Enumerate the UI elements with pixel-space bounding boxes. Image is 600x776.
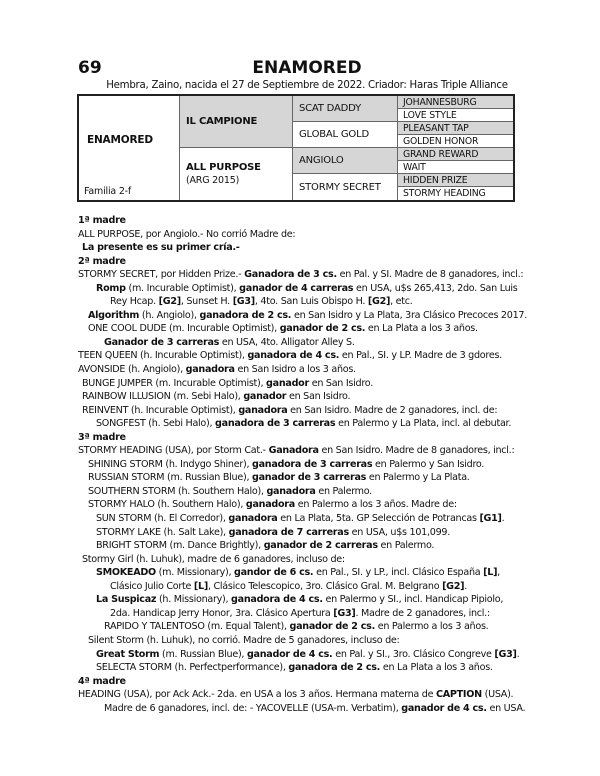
text: REINVENT (h. Incurable Optimist),	[82, 404, 239, 416]
bold-text: ganadora de 2 cs.	[288, 662, 381, 674]
bold-text: ganador de 3 carreras	[252, 472, 367, 484]
record-line	[78, 580, 528, 594]
text: .	[464, 580, 468, 592]
record-line	[78, 241, 528, 255]
pedigree-grandparent: STORMY SECRET	[293, 174, 398, 200]
text: RAPIDO Y TALENTOSO (m. Equal Talent),	[104, 621, 290, 633]
text: Rey Hcap.	[110, 296, 159, 308]
text: SOUTHERN STORM (h. Southern Halo),	[88, 485, 267, 497]
horse-subtitle: Hembra, Zaino, nacida el 27 de Septiembre de 2022. Criador: Haras Triple Alliance	[106, 80, 508, 91]
bold-text: Algorithm	[88, 309, 140, 321]
pedigree-dam-cell	[180, 148, 293, 200]
text: (h. Missionary),	[156, 594, 232, 606]
text: SELECTA STORM (h. Perfectperformance),	[96, 662, 289, 674]
bold-text: [G3]	[333, 607, 356, 619]
text: en Pal. y SI., 3ro. Clásico Congreve	[332, 648, 495, 660]
pedigree-great-grandparent: HIDDEN PRIZE	[398, 174, 513, 187]
bold-text: [G1]	[479, 513, 502, 525]
text: SONGFEST (h. Sebi Halo),	[96, 418, 216, 430]
text: en Palermo.	[377, 540, 435, 552]
pedigree-family: Familia 2-f	[84, 186, 132, 197]
text: en Palermo y La Plata, incl. al debutar.	[335, 418, 512, 430]
bold-text: Great Storm	[96, 648, 160, 660]
pedigree-grandparent: GLOBAL GOLD	[293, 122, 398, 148]
text: Stormy Girl (h. Luhuk), madre de 6 ganadores, incluso de:	[82, 553, 345, 565]
text: en La Plata a los 3 años.	[380, 662, 493, 674]
record-line	[78, 607, 528, 621]
record-line	[78, 539, 528, 553]
bold-text: ganadora de 4 cs.	[231, 594, 323, 606]
text: BRIGHT STORM (m. Dance Brightly),	[96, 540, 264, 552]
record-line	[78, 349, 528, 363]
pedigree-grandparent: ANGIOLO	[293, 148, 398, 174]
text: en Palermo y San Isidro.	[372, 458, 485, 470]
record-line	[78, 295, 528, 309]
record-line	[78, 553, 528, 567]
bold-text: ganador de 2 cs.	[279, 323, 366, 335]
text: en La Plata a los 3 años.	[365, 323, 478, 335]
text: en Palermo.	[315, 485, 372, 497]
record-line	[78, 566, 528, 580]
bold-text: ganadora	[228, 513, 278, 525]
bold-text: ganadora de 3 carreras	[215, 418, 336, 430]
pedigree-great-grandparent: GRAND REWARD	[398, 148, 513, 161]
text: ALL PURPOSE, por Angiolo.- No corrió Madre de:	[78, 228, 296, 240]
record-line	[78, 702, 528, 716]
bold-text: ganador	[266, 377, 309, 389]
record-line	[78, 661, 528, 675]
bold-text: Ganador de 3 carreras	[104, 336, 220, 348]
text: (h. Angiolo),	[139, 309, 200, 321]
record-line	[78, 390, 528, 404]
text: Silent Storm (h. Luhuk), no corrió. Madre de 5 ganadores, incluso de:	[88, 634, 400, 646]
text: , 4to. San Luis Obispo H.	[254, 296, 368, 308]
pedigree-dam-origin: (ARG 2015)	[186, 175, 240, 186]
text: , Clásico Telescopico, 3ro. Clásico Gral. M. Belgrano	[207, 580, 443, 592]
section-heading	[78, 675, 528, 689]
bold-text: Ganadora de 3 cs.	[244, 269, 337, 281]
bold-text: 1ª madre	[78, 215, 126, 226]
text: en USA, u$s 265,413, 2do. San Luis	[353, 282, 518, 294]
bold-text: [G2]	[442, 580, 465, 592]
pedigree-grandparent: SCAT DADDY	[293, 96, 398, 122]
text: ,	[497, 567, 500, 579]
bold-text: ganadora de 4 cs.	[247, 350, 340, 362]
text: STORMY HEADING (USA), por Storm Cat.-	[78, 445, 269, 457]
bold-text: [L]	[193, 580, 208, 592]
record-line	[78, 688, 528, 702]
text: en La Plata, 5ta. GP Selección de Potrancas	[277, 513, 480, 525]
text: en San Isidro.	[308, 377, 373, 389]
record-line	[78, 593, 528, 607]
bold-text: ganadora	[245, 499, 295, 511]
text: en Pal., SI. y LP., incl. Clásico España	[313, 567, 484, 579]
record-line	[78, 336, 528, 350]
horse-name-title: ENAMORED	[252, 58, 362, 78]
bold-text: ganadora de 7 carreras	[228, 526, 349, 538]
pedigree-great-grandparent: JOHANNESBURG	[398, 96, 513, 109]
pedigree-dam: ALL PURPOSE	[186, 162, 261, 173]
text: STORMY LAKE (h. Salt Lake),	[96, 526, 229, 538]
text: STORMY SECRET, por Hidden Prize.-	[78, 269, 245, 281]
text: en San Isidro y La Plata, 3ra Clásico Precoces 2017.	[291, 309, 527, 321]
text: STORMY HALO (h. Southern Halo),	[88, 499, 246, 511]
bold-text: gandor de 6 cs.	[234, 567, 314, 579]
bold-text: ganador de 4 cs.	[401, 702, 487, 714]
text: (m. Incurable Optimist),	[125, 282, 240, 294]
pedigree-great-grandparent: STORMY HEADING	[398, 187, 513, 200]
text: .	[516, 648, 520, 660]
bold-text: ganador de 4 cs.	[246, 648, 333, 660]
record-line	[78, 458, 528, 472]
bold-text: ganadora de 3 carreras	[252, 458, 373, 470]
bold-text: ganadora	[185, 364, 235, 376]
record-line	[78, 309, 528, 323]
text: en San Isidro.	[286, 391, 351, 403]
text: (m. Russian Blue),	[159, 648, 247, 660]
record-line	[78, 268, 528, 282]
pedigree-subject: ENAMORED	[87, 134, 153, 146]
produce-record	[78, 214, 528, 715]
text: .	[501, 513, 505, 525]
pedigree-great-grandparent: LOVE STYLE	[398, 109, 513, 122]
text: 2da. Handicap Jerry Honor, 3ra. Clásico Apertura	[110, 607, 334, 619]
lot-number: 69	[78, 58, 102, 78]
pedigree-table	[77, 94, 515, 202]
text: en San Isidro. Madre de 8 ganadores, incl.:	[318, 445, 515, 457]
bold-text: ganador	[243, 391, 287, 403]
bold-text: 3ª madre	[78, 431, 126, 443]
bold-text: La presente es su primer cría.-	[82, 242, 240, 254]
record-line	[78, 444, 528, 458]
record-line	[78, 634, 528, 648]
text: en San Isidro a los 3 años.	[234, 364, 356, 376]
record-line	[78, 498, 528, 512]
text: Clásico Julio Corte	[110, 580, 194, 592]
bold-text: ganadora	[238, 404, 288, 416]
record-line	[78, 620, 528, 634]
record-line	[78, 404, 528, 418]
bold-text: ganador de 2 carreras	[263, 540, 378, 552]
text: en Palermo a los 3 años. Madre de:	[294, 499, 457, 511]
text: en Palermo a los 3 años.	[374, 621, 489, 633]
bold-text: 2ª madre	[78, 255, 126, 267]
text: en Pal. y SI. Madre de 8 ganadores, incl.:	[336, 269, 524, 281]
section-heading	[78, 255, 528, 269]
record-line	[78, 322, 528, 336]
bold-text: [L]	[483, 567, 498, 579]
record-line	[78, 228, 528, 242]
bold-text: La Suspicaz	[96, 594, 157, 606]
text: en Palermo y La Plata.	[366, 472, 470, 484]
text: (m. Missionary),	[155, 567, 235, 579]
text: HEADING (USA), por Ack Ack.- 2da. en USA a los 3 años. Hermana materna de	[78, 689, 436, 701]
record-line	[78, 526, 528, 540]
record-line	[78, 363, 528, 377]
record-line	[78, 648, 528, 662]
pedigree-sire: IL CAMPIONE	[180, 96, 293, 148]
record-line	[78, 282, 528, 296]
text: SHINING STORM (h. Indygo Shiner),	[88, 458, 252, 470]
record-line	[78, 485, 528, 499]
text: , etc.	[390, 296, 413, 308]
bold-text: [G2]	[158, 296, 181, 308]
text: AVONSIDE (h. Angiolo),	[78, 364, 186, 376]
record-line	[78, 377, 528, 391]
text: ONE COOL DUDE (m. Incurable Optimist),	[88, 323, 280, 335]
text: en USA, u$s 101,099.	[348, 526, 450, 538]
text: en USA, 4to. Alligator Alley S.	[219, 336, 355, 348]
text: , Sunset H.	[180, 296, 233, 308]
text: TEEN QUEEN (h. Incurable Optimist),	[78, 350, 248, 362]
bold-text: 4ª madre	[78, 675, 126, 687]
bold-text: [G3]	[232, 296, 255, 308]
bold-text: ganadora	[266, 485, 316, 497]
section-heading	[78, 214, 528, 228]
bold-text: [G2]	[367, 296, 391, 308]
record-line	[78, 471, 528, 485]
text: en Palermo y SI., incl. Handicap Pipiolo,	[322, 594, 504, 606]
text: RAINBOW ILLUSION (m. Sebi Halo),	[82, 391, 244, 403]
text: en Pal., SI. y LP. Madre de 3 gdores.	[339, 350, 502, 362]
bold-text: Romp	[96, 282, 126, 294]
pedigree-great-grandparent: WAIT	[398, 161, 513, 174]
text: SUN STORM (h. El Corredor),	[96, 513, 229, 525]
bold-text: ganadora de 2 cs.	[199, 309, 292, 321]
bold-text: SMOKEADO	[96, 567, 156, 579]
bold-text: Ganadora	[268, 445, 319, 457]
text: en USA.	[486, 702, 526, 714]
text: Madre de 6 ganadores, incl. de: - YACOVELLE (USA-m. Verbatim),	[104, 702, 402, 714]
section-heading	[78, 431, 528, 445]
text: en San Isidro. Madre de 2 ganadores, incl. de:	[287, 404, 498, 416]
pedigree-great-grandparent: GOLDEN HONOR	[398, 135, 513, 148]
bold-text: [G3]	[494, 648, 517, 660]
bold-text: CAPTION	[436, 689, 482, 701]
pedigree-subject-cell	[79, 96, 180, 200]
text: BUNGE JUMPER (m. Incurable Optimist),	[82, 377, 267, 389]
text: . Madre de 2 ganadores, incl.:	[355, 607, 490, 619]
text: (USA).	[481, 689, 514, 701]
bold-text: ganador de 4 carreras	[239, 282, 354, 294]
pedigree-great-grandparent: PLEASANT TAP	[398, 122, 513, 135]
record-line	[78, 417, 528, 431]
record-line	[78, 512, 528, 526]
text: RUSSIAN STORM (m. Russian Blue),	[88, 472, 252, 484]
bold-text: ganador de 2 cs.	[289, 621, 375, 633]
